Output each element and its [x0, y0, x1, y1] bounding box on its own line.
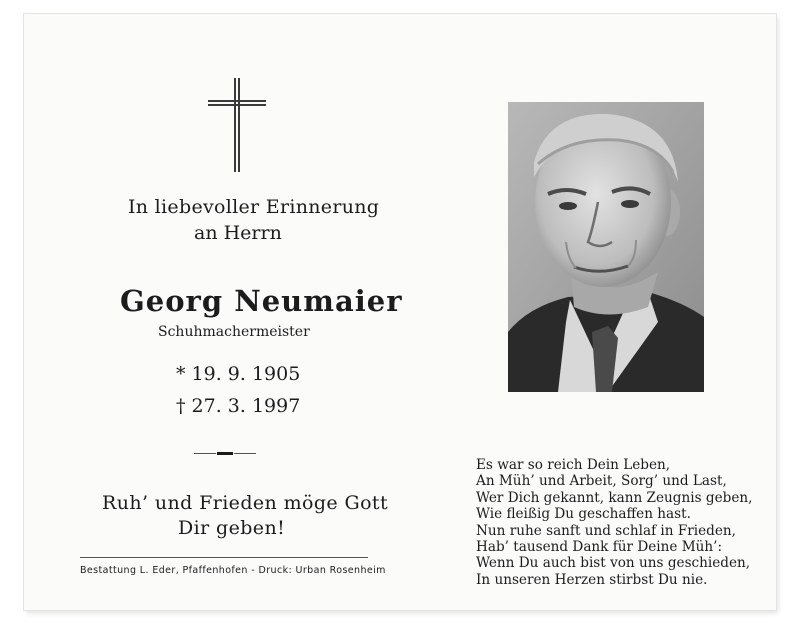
deceased-name: Georg Neumaier — [120, 284, 403, 318]
portrait-photo — [508, 102, 704, 392]
memory-line-1: In liebevoller Erinnerung — [128, 196, 380, 218]
blessing-line-1: Ruh’ und Frieden möge Gott — [102, 492, 388, 514]
footer-credits: Bestattung L. Eder, Pfaffenhofen - Druck: Urban Rosenheim — [80, 565, 386, 576]
poem-line: Es war so reich Dein Leben, — [476, 457, 671, 473]
portrait-image — [508, 102, 704, 392]
footer-rule — [80, 557, 368, 558]
profession: Schuhmachermeister — [158, 324, 310, 340]
poem-line: Nun ruhe sanft und schlaf in Frieden, — [476, 522, 737, 539]
cross-icon — [208, 78, 266, 172]
memory-line-2: an Herrn — [194, 222, 282, 244]
poem-line: An Müh’ und Arbeit, Sorg’ und Last, — [476, 473, 727, 490]
poem — [476, 457, 752, 588]
divider-ornament — [194, 452, 256, 454]
memorial-card — [24, 14, 776, 610]
poem-line: In unseren Herzen stirbst Du nie. — [476, 571, 708, 588]
birth-date: * 19. 9. 1905 — [176, 363, 301, 385]
death-date: † 27. 3. 1997 — [176, 395, 301, 417]
poem-line: Hab’ tausend Dank für Deine Müh’: — [476, 539, 723, 556]
poem-line: Wenn Du auch bist von uns geschieden, — [476, 555, 751, 572]
blessing-line-2: Dir geben! — [178, 517, 286, 539]
poem-line: Wie fleißig Du geschaffen hast. — [476, 506, 691, 523]
poem-line: Wer Dich gekannt, kann Zeugnis geben, — [476, 489, 753, 506]
